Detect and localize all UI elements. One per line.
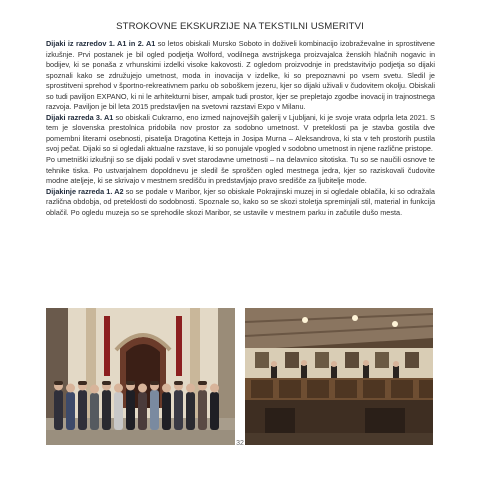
paragraph-text: Po umetniški izkušnji so se dijaki podali v svet starodavne umetnosti – na delavnico sitotiska. Tu so se naučili osnove te tehnike tiska. Po ustvarjalnem dopoldnevu je sledil še sproščen ogled mestnega jedra, kjer so raziskovali čudovite modne ateljeje, ki se skrivajo v mestnem središču in predstavljajo pravo središče za ljubitelje mode. (46, 155, 435, 186)
photo-students-building (46, 308, 235, 445)
paragraph-1 (46, 39, 435, 113)
photo-students-building-image (46, 308, 235, 445)
photo-museum-interior-image (245, 308, 433, 445)
article-title: STROKOVNE EKSKURZIJE NA TEKSTILNI USMERITVI (116, 21, 364, 32)
article-body (46, 39, 435, 218)
paragraph-lead: Dijaki iz razredov 1. A1 in 2. A1 (46, 39, 156, 48)
paragraph-text: so se podale v Maribor, kjer so obiskale Pokrajinski muzej in si ogledale oblačila, ki so odražala različna obdobja, od preteklosti do sodobnosti. Spoznale so, kako so se skozi stoletja spreminjali stil, material in funkcija oblačil. Po ogledu muzeja so se sprehodile skozi Maribor, se ustavile v mestnem parku in začutile dušo mesta. (46, 186, 435, 217)
paragraph-lead: Dijaki razreda 3. A1 (46, 112, 114, 122)
paragraph-2 (46, 113, 435, 155)
paragraph-text: so obiskali Cukrarno, eno izmed najnovejših galerij v Ljubljani, ki je svoje vrata odprla leta 2021. S tem je slovenska prestolnica pridobila nov prostor za sodobno umetnost. V preteklosti pa je stavba gostila dve pomembni literarni osebnosti, pisatelja Dragotina Ketteja in Josipa Murna – Aleksandrova, ki sta v teh prostorih pustila svoj pečat. Dijaki so si ogledali aktualne razstave, ki so ponujale vpogled v sodobno umetnost in njene različne pristope. (46, 112, 435, 154)
paragraph-lead: Dijakinje razreda 1. A2 (46, 186, 124, 196)
paragraph-4 (46, 187, 435, 219)
paragraph-3 (46, 155, 435, 187)
paragraph-text: so letos obiskali Mursko Soboto in doživeli kombinacijo izobraževalne in sprostitvene izkušnje. Prvi postanek je bil ogled podjetja Wolford, vodilnega avstrijskega proizvajalca ženskih hlačnih nogavic in bodijev, ki se ponaša z vrhunskimi izdelki visoke kakovosti. Z ogledom proizvodnje in predstavitvijo podjetja so dijaki spoznali kako se združujejo umetnost, moda in inovacija v izdelke, ki so prepoznavni po vsem svetu. Sledil je sprostitveni sprehod v športno-rekreativnem parku ob soboškem jezeru, kjer so dijaki uživali v čudovitem okolju. Obiskali so tudi paviljon EXPANO, ki ni le arhitekturni biser, ampak tudi prostor, kjer se prepletajo zgodbe inovacij in trajnostnega razvoja. Paviljon je bil leta 2015 predstavljen na svetovni razstavi Expo v Milanu. (46, 39, 435, 112)
page-number: 32 (236, 440, 244, 447)
photo-museum-interior (245, 308, 433, 445)
